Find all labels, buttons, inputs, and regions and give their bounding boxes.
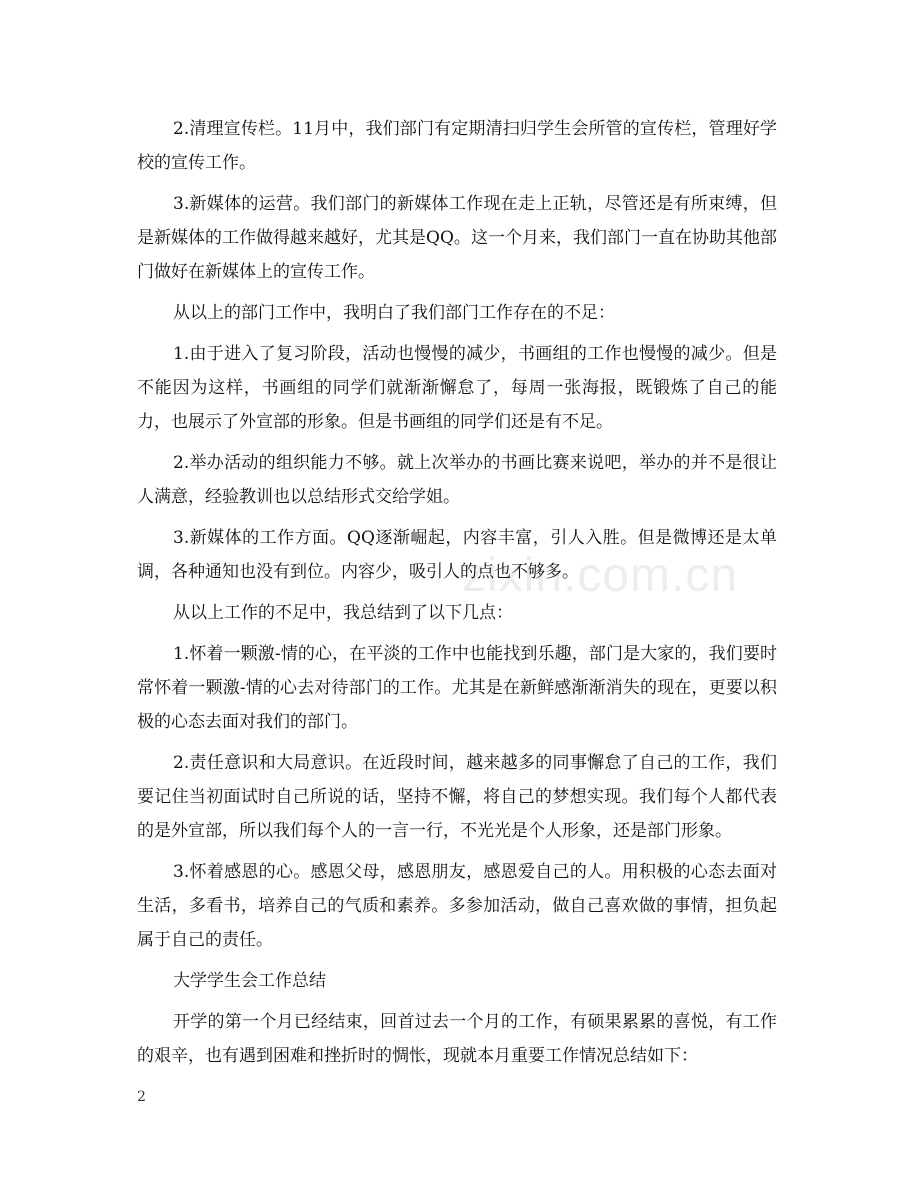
- paragraph-summary-2: 2.责任意识和大局意识。在近段时间，越来越多的同事懈怠了自己的工作，我们要记住当初面试时自己所说的话，坚持不懈，将自己的梦想实现。我们每个人都代表的是外宣部，所以我们每个人的一言一行，不光光是个人形象，还是部门形象。: [137, 753, 777, 841]
- page-number: 2: [137, 1089, 146, 1105]
- document-body: [137, 112, 777, 1080]
- watermark: zixin.com.cn: [462, 549, 739, 602]
- paragraph-shortcomings-intro: 从以上的部门工作中，我明白了我们部门工作存在的不足：: [173, 303, 615, 323]
- paragraph-new-media-operation: 3.新媒体的运营。我们部门的新媒体工作现在走上正轨，尽管还是有所束缚，但是新媒体的工作做得越来越好，尤其是QQ。这一个月来，我们部门一直在协助其他部门做好在新媒体上的宣传工作。: [137, 194, 777, 282]
- paragraph-summary-3: 3.怀着感恩的心。感恩父母，感恩朋友，感恩爱自己的人。用积极的心态去面对生活，多看书，培养自己的气质和素养。多参加活动，做自己喜欢做的事情，担负起属于自己的责任。: [137, 862, 777, 950]
- paragraph-clean-bulletin: 2.清理宣传栏。11月中，我们部门有定期清扫归学生会所管的宣传栏，管理好学校的宣传工作。: [137, 119, 777, 173]
- section-title: 大学学生会工作总结: [173, 971, 326, 991]
- paragraph-summary-intro: 从以上工作的不足中，我总结到了以下几点：: [173, 603, 513, 623]
- paragraph-closing: 开学的第一个月已经结束，回首过去一个月的工作，有硕果累累的喜悦，有工作的艰辛，也有遇到困难和挫折时的惆怅，现就本月重要工作情况总结如下：: [137, 1012, 777, 1066]
- paragraph-summary-1: 1.怀着一颗激-情的心，在平淡的工作中也能找到乐趣，部门是大家的，我们要时常怀着一颗激-情的心去对待部门的工作。尤其是在新鲜感渐渐消失的现在，更要以积极的心态去面对我们的部门。: [137, 644, 777, 732]
- paragraph-shortcoming-3: 3.新媒体的工作方面。QQ逐渐崛起，内容丰富，引人入胜。但是微博还是太单调，各种通知也没有到位。内容少，吸引人的点也不够多。: [137, 528, 777, 582]
- paragraph-shortcoming-2: 2.举办活动的组织能力不够。就上次举办的书画比赛来说吧，举办的并不是很让人满意，经验教训也以总结形式交给学姐。: [137, 453, 777, 507]
- paragraph-shortcoming-1: 1.由于进入了复习阶段，活动也慢慢的减少，书画组的工作也慢慢的减少。但是不能因为这样，书画组的同学们就渐渐懈怠了，每周一张海报，既锻炼了自己的能力，也展示了外宣部的形象。但是书画组的同学们还是有不足。: [137, 344, 777, 432]
